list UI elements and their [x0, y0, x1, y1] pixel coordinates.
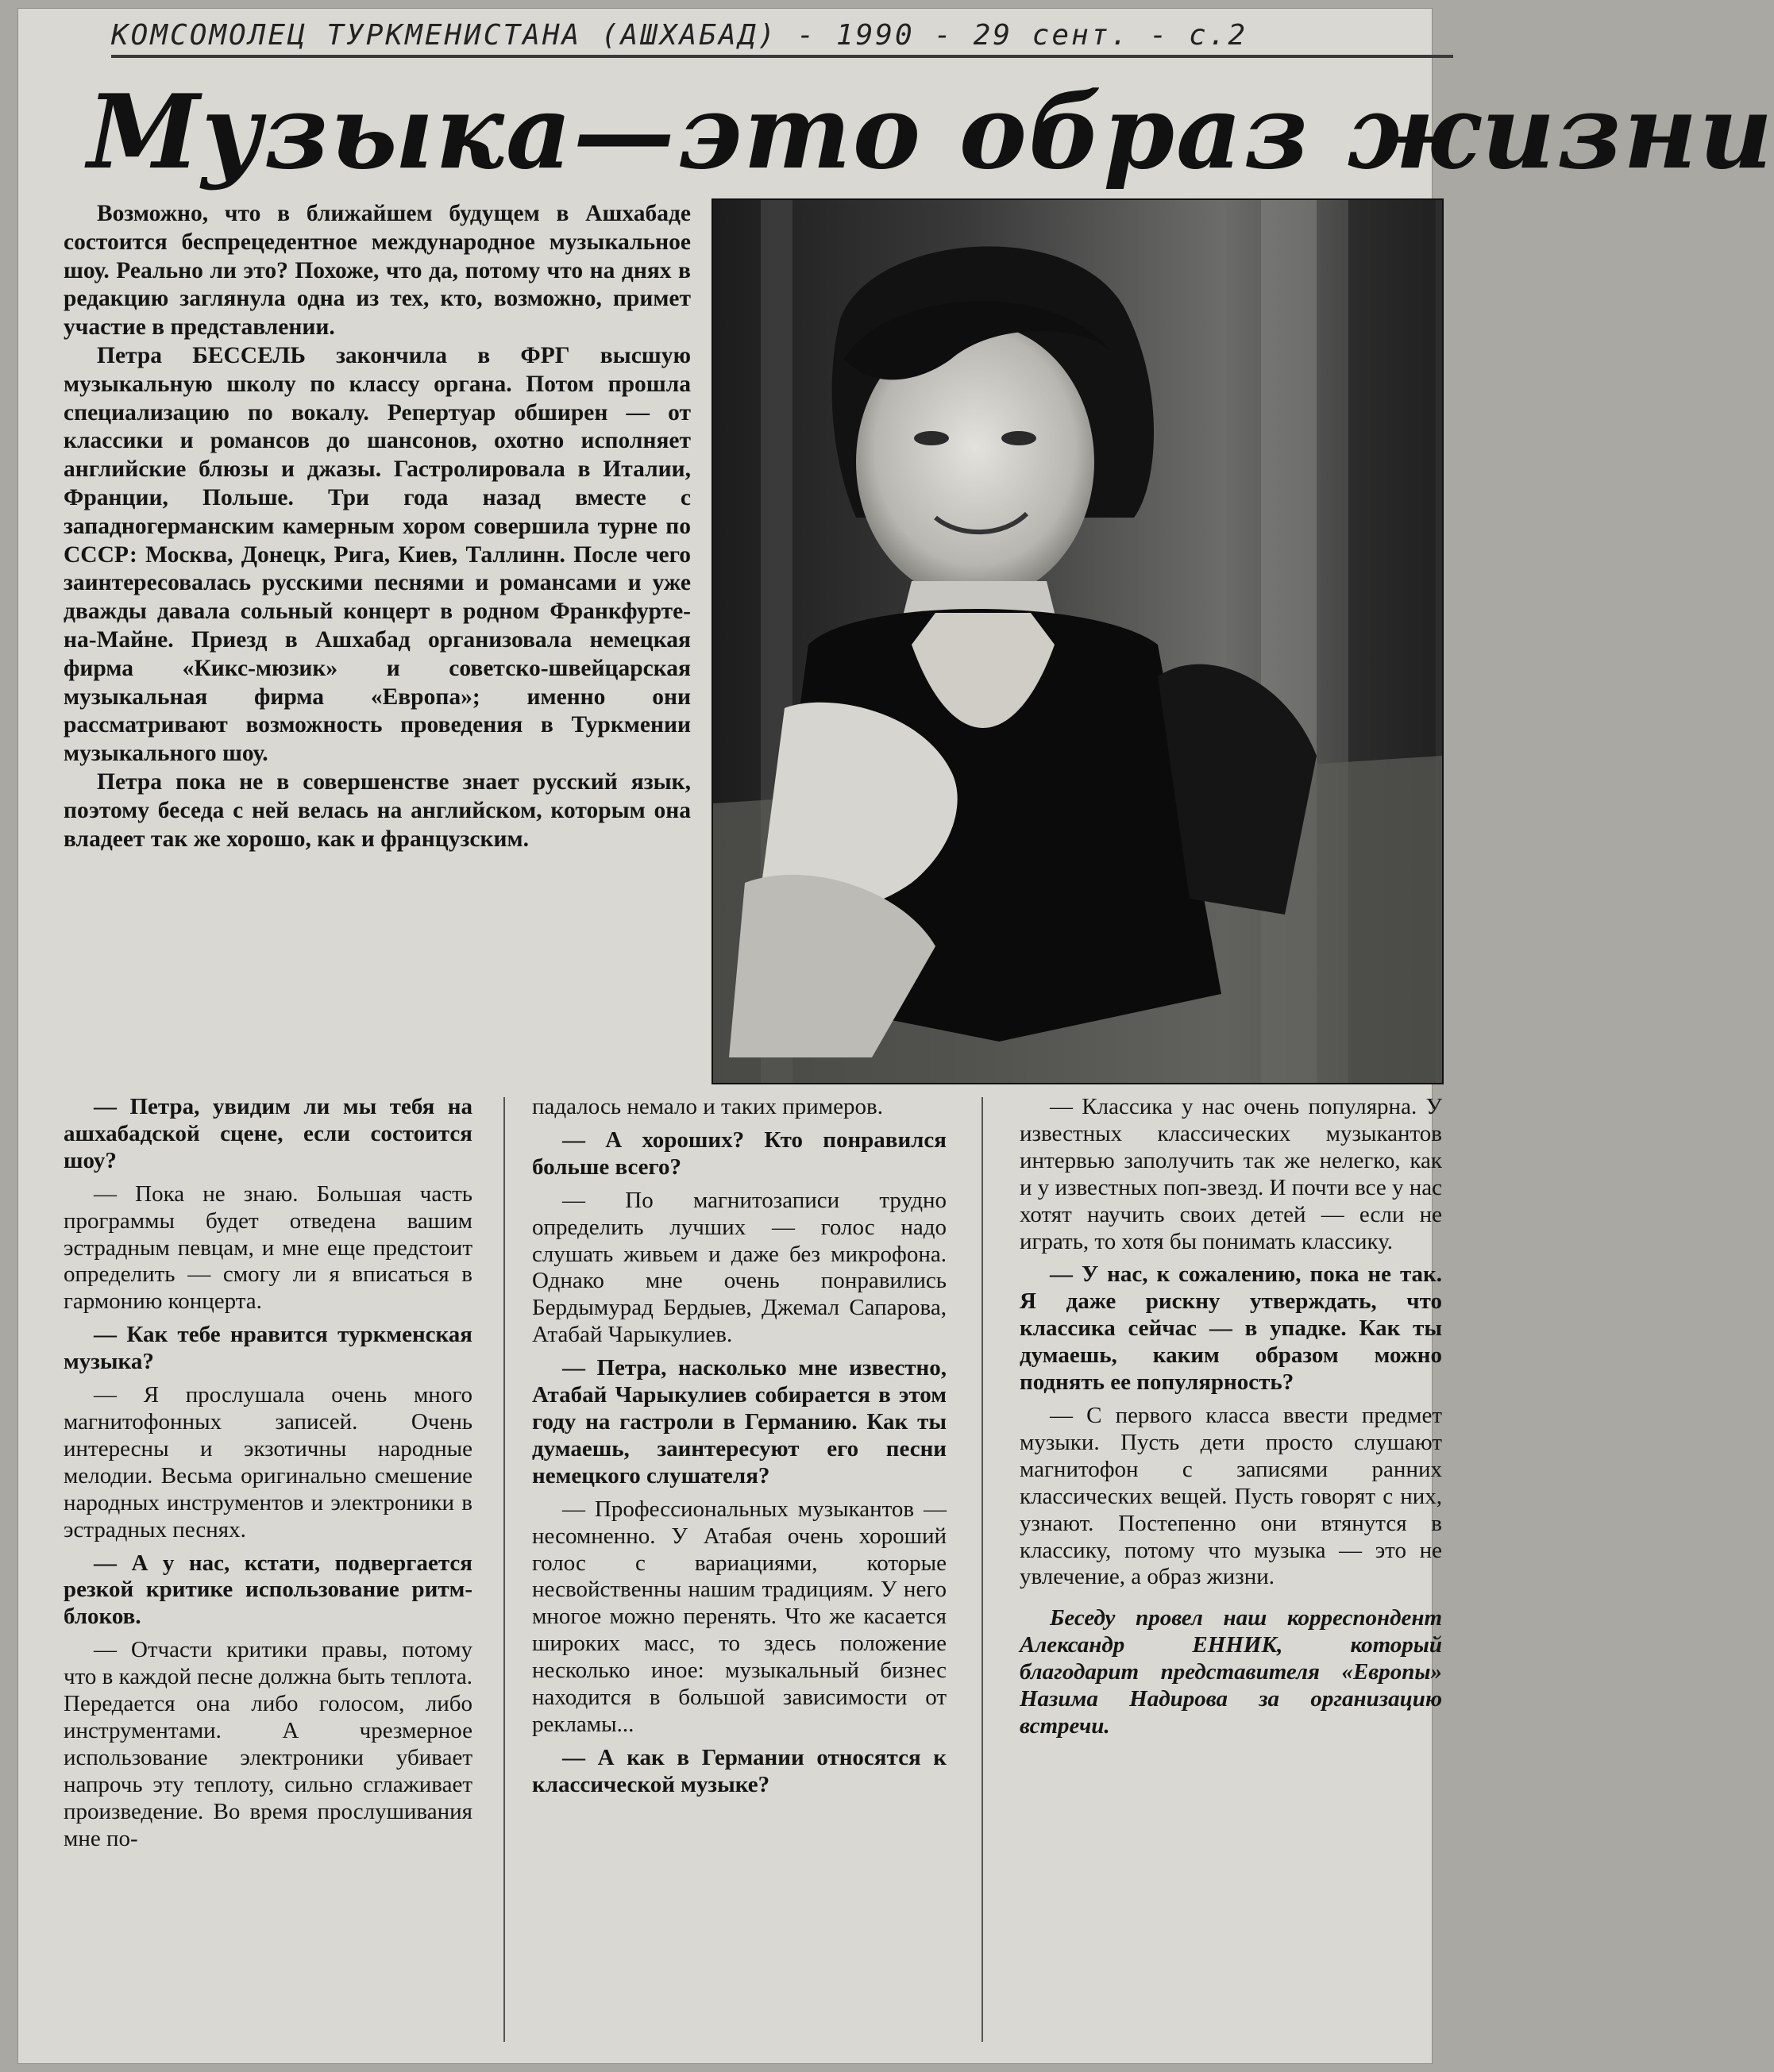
interview-question: — А у нас, кстати, подвергается резкой критике использование ритм-блоков. [64, 1550, 472, 1630]
portrait-photo [712, 198, 1444, 1084]
interview-answer: — По магнитозаписи трудно определить лучших — голос надо слушать живьем и даже без микрофона. Однако мне очень понравились Бердымурад Бердыев, Джемал Сапарова, Атабай Чарыкулиев. [532, 1187, 947, 1348]
interview-question: — Как тебе нравится туркменская музыка? [64, 1322, 472, 1375]
interview-answer: — Пока не знаю. Большая часть программы будет отведена вашим эстрадным певцам, и мне еще предстоит определить — смогу ли я вписаться в гармонию концерта. [64, 1180, 472, 1315]
interview-answer: — Отчасти критики правы, потому что в каждой песне должна быть теплота. Передается она либо голосом, либо инструментами. А чрезмерное использование электроники убивает напрочь эту теплоту, сильно сглаживает произведение. Во время прослушивания мне по- [64, 1637, 472, 1851]
interview-column-2 [532, 1094, 947, 2039]
intro-paragraph: Петра БЕССЕЛЬ закончила в ФРГ высшую музыкальную школу по классу органа. Потом прошла специализацию по вокалу. Репертуар обширен — от классики и романсов до шансонов, охотно исполняет английские блюзы и джазы. Гастролировала в Италии, Франции, Польше. Три года назад вместе с западногерманским камерным хором совершила турне по СССР: Москва, Донецк, Рига, Киев, Таллинн. После чего заинтересовалась русскими песнями и романсами и уже дважды давала сольный концерт в родном Франкфурте-на-Майне. Приезд в Ашхабад организовала немецкая фирма «Кикс-мюзик» и советско-швейцарская музыкальная фирма «Европа»; именно они рассматривают возможность проведения в Туркмении музыкального шоу. [64, 342, 691, 767]
article-headline: Музыка—это образ жизни [87, 73, 1774, 192]
handwritten-source-note: КОМСОМОЛЕЦ ТУРКМЕНИСТАНА (АШХАБАД) - 1990 - 29 сент. - с.2 [111, 19, 1453, 58]
intro-paragraph: Петра пока не в совершенстве знает русский язык, поэтому беседа с ней велась на английском, которым она владеет так же хорошо, как и французским. [64, 768, 691, 852]
interview-question: — У нас, к сожалению, пока не так. Я даже рискну утверждать, что классика сейчас — в упадке. Как ты думаешь, каким образом можно поднять ее популярность? [1020, 1261, 1442, 1396]
interview-answer: — С первого класса ввести предмет музыки. Пусть дети просто слушают магнитофон с записями ранних классических вещей. Пусть говорят с них, узнают. Постепенно они втянутся в классику, потому что музыка — это не увлечение, а образ жизни. [1020, 1402, 1442, 1590]
column-divider [503, 1097, 505, 2042]
interview-question: — А как в Германии относятся к классической музыке? [532, 1744, 947, 1797]
interview-answer: падалось немало и таких примеров. [532, 1094, 883, 1119]
newspaper-clipping [17, 8, 1774, 2064]
interview-question: — А хороших? Кто понравился больше всего? [532, 1127, 947, 1180]
interview-column-1 [64, 1094, 472, 2039]
interview-column-3 [1020, 1094, 1442, 2039]
interview-answer: — Классика у нас очень популярна. У известных классических музыкантов интервью заполучить так же нелегко, как и у известных поп-звезд. И почти все у нас хотят научить своих детей — если не играть, то хотя бы понимать классику. [1020, 1094, 1442, 1254]
interview-answer: — Профессиональных музыкантов — несомненно. У Атабая очень хороший голос с вариациями, которые несвойственны нашим традициям. У него многое можно перенять. Что же касается широких масс, то здесь положение несколько иное: музыкальный бизнес находится в большой зависимости от рекламы... [532, 1496, 947, 1737]
interview-question: — Петра, насколько мне известно, Атабай Чарыкулиев собирается в этом году на гастроли в Германию. Как ты думаешь, заинтересуют его песни немецкого слушателя? [532, 1355, 947, 1489]
interview-question: — Петра, увидим ли мы тебя на ашхабадской сцене, если состоится шоу? [64, 1094, 472, 1173]
portrait-photo-drawing [713, 200, 1442, 1083]
interview-answer: — Я прослушала очень много магнитофонных записей. Очень интересны и экзотичны народные мелодии. Весьма оригинально смешение народных инструментов и электроники в эстрадных песнях. [64, 1382, 472, 1542]
article-signature: Беседу провел наш корреспондент Александр ЕННИК, который благодарит представителя «Европы» Назима Надирова за организацию встречи. [1020, 1605, 1442, 1739]
article-intro [64, 200, 691, 853]
column-divider [981, 1097, 983, 2042]
intro-paragraph: Возможно, что в ближайшем будущем в Ашхабаде состоится беспрецедентное международное музыкальное шоу. Реально ли это? Похоже, что да, потому что на днях в редакцию заглянула одна из тех, кто, возможно, примет участие в представлении. [64, 201, 691, 341]
